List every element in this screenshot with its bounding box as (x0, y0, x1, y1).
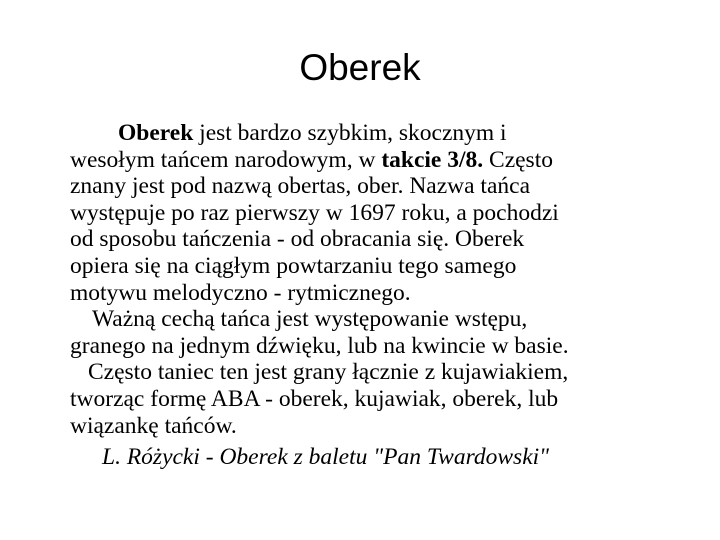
citation: L. Różycki - Oberek z baletu "Pan Twardowski" (102, 444, 550, 471)
paragraph-1-line-6: opiera się na ciągłym powtarzaniu tego samego (70, 252, 517, 279)
slide-title: Oberek (299, 47, 421, 88)
paragraph-1-line-5: od sposobu tańczenia - od obracania się. Oberek (70, 226, 525, 253)
slide-body (70, 120, 670, 471)
paragraph-1-line-7: motywu melodyczno - rytmicznego. (70, 279, 411, 306)
text-run: wesołym tańcem narodowym, w (70, 146, 382, 173)
bold-term-meter: takcie 3/8. (381, 146, 484, 173)
paragraph-1-line-1 (70, 120, 670, 147)
paragraph-2-line-1: Ważną cechą tańca jest występowanie wstępu, (92, 306, 528, 333)
text-run: jest bardzo szybkim, skocznym i (193, 120, 507, 146)
text-run: Często (483, 146, 553, 173)
paragraph-1-line-4: występuje po raz pierwszy w 1697 roku, a pochodzi (70, 199, 559, 226)
paragraph-3-line-2: tworząc formę ABA - oberek, kujawiak, oberek, lub (70, 385, 559, 412)
paragraph-3-line-3: wiązankę tańców. (70, 412, 237, 439)
paragraph-1-line-2 (70, 147, 670, 174)
paragraph-1-line-3: znany jest pod nazwą obertas, ober. Nazwa tańca (70, 173, 531, 200)
paragraph-2-line-2: granego na jednym dźwięku, lub na kwincie w basie. (70, 332, 569, 359)
paragraph-3-line-1: Często taniec ten jest grany łącznie z kujawiakiem, (88, 359, 569, 386)
bold-term-oberek: Oberek (118, 120, 194, 146)
